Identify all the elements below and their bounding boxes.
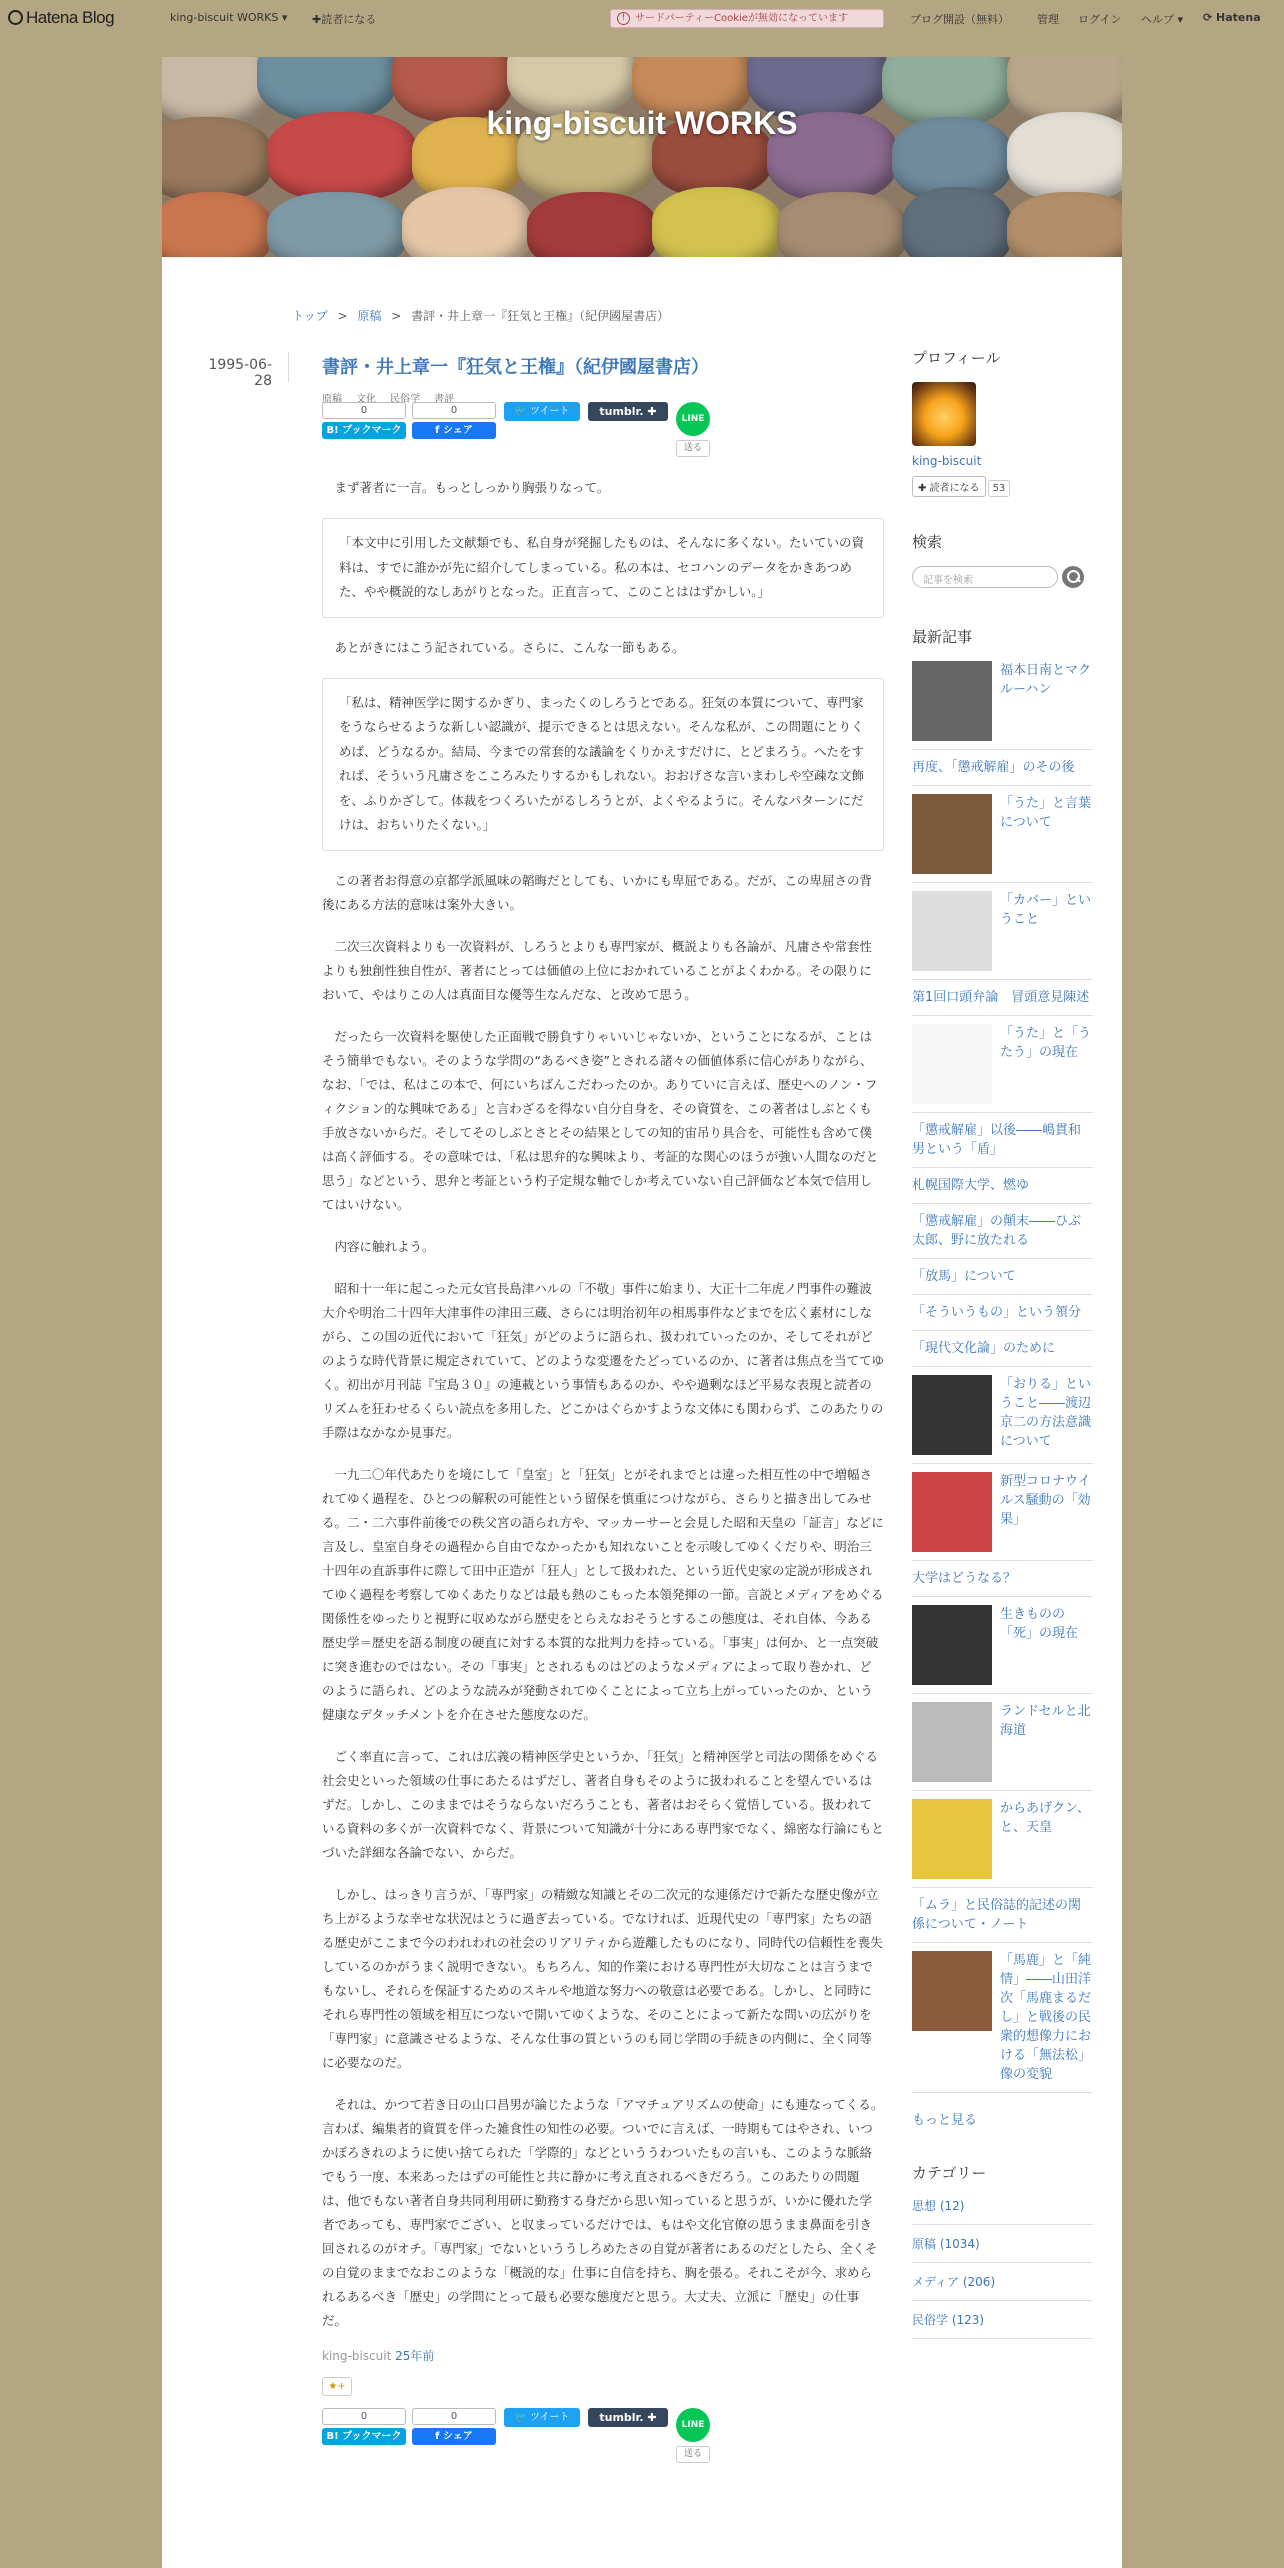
hatena-bookmark-share[interactable] bbox=[322, 2408, 406, 2445]
recent-entry-title[interactable]: 札幌国際大学、燃ゆ bbox=[912, 1178, 1030, 1193]
recent-entry[interactable] bbox=[912, 1888, 1092, 1943]
recent-entry-title[interactable]: 「カバー」ということ bbox=[1000, 893, 1092, 927]
avatar[interactable] bbox=[912, 382, 976, 446]
recent-entry-thumbnail[interactable] bbox=[912, 891, 992, 971]
cookie-notice[interactable] bbox=[610, 9, 884, 28]
line-button[interactable]: LINE bbox=[676, 2408, 710, 2442]
sidebar bbox=[912, 347, 1092, 2339]
date-divider bbox=[288, 352, 289, 382]
hatena-link[interactable]: ⟳ Hatena bbox=[1203, 11, 1261, 24]
recent-entry[interactable] bbox=[912, 1259, 1092, 1295]
recent-entry[interactable] bbox=[912, 1597, 1092, 1694]
info-icon: ! bbox=[617, 12, 630, 25]
blockquote: 「本文中に引用した文献類でも、私自身が発掘したものは、そんなに多くない。たいていの資料は、すでに誰かが先に紹介してしまっている。私の本は、セコハンのデータをかきあつめた、やや概説的なしあがりとなった。正直言って、このことははずかしい。」 bbox=[322, 518, 884, 618]
entry-body bbox=[322, 476, 884, 2333]
recent-entry-title[interactable]: 「懲戒解雇」以後――嶋貫和男という「盾」 bbox=[912, 1123, 1082, 1157]
recent-entry[interactable] bbox=[912, 1367, 1092, 1464]
category-tag[interactable]: 書評 bbox=[434, 394, 454, 405]
recent-entry-thumbnail[interactable] bbox=[912, 1375, 992, 1455]
entry-date[interactable]: 1995-06-28 bbox=[208, 357, 272, 389]
category-tag[interactable]: 文化 bbox=[356, 394, 376, 405]
recent-entry-thumbnail[interactable] bbox=[912, 1951, 992, 2031]
recent-entry[interactable] bbox=[912, 786, 1092, 883]
recent-entry-title[interactable]: 再度、「懲戒解雇」のその後 bbox=[912, 760, 1075, 775]
paragraph: 一九二〇年代あたりを境にして「皇室」と「狂気」とがそれまでとは違った相互性の中で増幅されてゆく過程を、ひとつの解釈の可能性という留保を慎重につけながら、さらりと描き出してみせる。二・二六事件前後での秩父宮の語られ方や、マッカーサーと会見した昭和天皇の「証言」などに言及し、皇室自身その過程から自由でなかったかも知れないことを示唆してゆくくだりや、明治三十四年の直訴事件に際して田中正造が「狂人」として扱われた、という近代史家の定説が形成されてゆく過程を考察してゆくあたりなどは最も熱のこもった本領発揮の一節。言説とメディアをめぐる関係性をゆったりと視野に収めながら歴史をとらえなおそうとするこの態度は、それ自体、今ある歴史学＝歴史を語る制度の硬直に対する本質的な批判力を持っている。「事実」は何か、と一点突破に突き進むのではない。その「事実」とされるものはどのようなメディアによって取り巻かれ、どのように語られ、どのような読みが発動されてゆくことによって立ち上がっていったのか、という健康なデタッチメントを介在させた態度なのだ。 bbox=[322, 1466, 884, 1722]
recent-entry-thumbnail[interactable] bbox=[912, 1799, 992, 1879]
category-item[interactable]: 原稿 (1034) bbox=[912, 2225, 1092, 2263]
bookmark-count: 0 bbox=[322, 2408, 406, 2425]
category-tag[interactable]: 民俗学 bbox=[390, 394, 420, 405]
recent-entry[interactable] bbox=[912, 1464, 1092, 1561]
paragraph: ごく率直に言って、これは広義の精神医学史というか、「狂気」と精神医学と司法の関係をめぐる社会史といった領域の仕事にあたるはずだし、著者自身もそのように扱われることを望んでいるはずだ。しかし、このままではそうならないだろうことも、著者はおそらく覚悟している。扱われている資料の多くが一次資料でなく、背景について知識が十分にある専門家でなく、綿密な行論にもとづいた詳細な各論でない、からだ。 bbox=[322, 1748, 884, 1860]
recent-entry[interactable] bbox=[912, 1016, 1092, 1113]
recent-entry-thumbnail[interactable] bbox=[912, 1472, 992, 1552]
blog-header-banner[interactable] bbox=[162, 57, 1122, 257]
entry-permalink[interactable]: 25年前 bbox=[395, 2348, 435, 2363]
recent-entry[interactable] bbox=[912, 1694, 1092, 1791]
entry-footer bbox=[322, 2347, 884, 2364]
admin-link[interactable]: 管理 bbox=[1037, 13, 1059, 26]
recent-entry-title[interactable]: 生きものの「死」の現在 bbox=[1000, 1607, 1079, 1641]
blockquote: 「私は、精神医学に関するかぎり、まったくのしろうとである。狂気の本質について、専門家をうならせるような新しい認識が、提示できるとは思えない。そんな私が、この問題にとりくめば、どうなるか。結局、今までの常套的な議論をくりかえすだけに、とどまろう。へたをすれば、そういう凡庸さをこころみたりするかもしれない。おおげさな言いまわしや空疎な文飾を、ふりかざして。体裁をつくろいたがるしろうとが、よくやるように。そんなパターンにだけは、おちいりたくない。」 bbox=[322, 678, 884, 851]
reader-count[interactable]: 53 bbox=[988, 480, 1011, 497]
recent-entry-title[interactable]: 「放馬」について bbox=[912, 1269, 1016, 1284]
category-item[interactable]: 思想 (12) bbox=[912, 2187, 1092, 2225]
blog-container bbox=[162, 57, 1122, 2568]
share-buttons-bottom bbox=[322, 2410, 884, 2474]
breadcrumb-current: 書評・井上章一『狂気と王権』（紀伊國屋書店） bbox=[411, 309, 670, 323]
search-form bbox=[912, 566, 1092, 590]
breadcrumb-category[interactable]: 原稿 bbox=[357, 309, 382, 323]
recent-entry-title[interactable]: 福本日南とマクルーハン bbox=[1000, 663, 1092, 697]
recent-entry[interactable] bbox=[912, 980, 1092, 1016]
bookmark-button[interactable]: B! ブックマーク bbox=[322, 422, 406, 439]
recent-entry-title[interactable]: 「うた」と「うたう」の現在 bbox=[1000, 1026, 1092, 1060]
paragraph: まず著者に一言。もっとしっかり胸張りなって。 bbox=[334, 480, 610, 495]
facebook-button[interactable]: f シェア bbox=[412, 422, 496, 439]
recent-entry-title[interactable]: 「懲戒解雇」の顛末――ひぶ太郎、野に放たれる bbox=[912, 1214, 1082, 1248]
category-list bbox=[912, 2187, 1092, 2339]
search-input[interactable]: 記事を検索 bbox=[912, 566, 1058, 588]
stone bbox=[267, 192, 407, 257]
cookie-notice-text: サードパーティーCookieが無効になっています bbox=[635, 13, 848, 24]
stone bbox=[902, 187, 1012, 257]
recent-heading: 最新記事 bbox=[912, 628, 973, 646]
profile-username[interactable]: king-biscuit bbox=[912, 454, 982, 468]
hatena-blog-logo[interactable] bbox=[8, 8, 114, 28]
stone bbox=[652, 187, 782, 257]
line-send-button[interactable]: 送る bbox=[676, 2446, 710, 2463]
recent-entry-title[interactable]: 「おりる」ということ――渡辺京二の方法意識について bbox=[1000, 1377, 1092, 1449]
recent-entry-thumbnail[interactable] bbox=[912, 1702, 992, 1782]
entry-article bbox=[322, 353, 884, 2474]
entry-author[interactable]: king-biscuit bbox=[322, 2348, 392, 2363]
paragraph: この著者お得意の京都学派風味の韜晦だとしても、いかにも卑屈である。だが、この卑屈さの背後にある方法的意味は案外大きい。 bbox=[322, 872, 873, 912]
subscribe-button[interactable]: ✚ 読者になる bbox=[912, 476, 986, 497]
recent-entry-thumbnail[interactable] bbox=[912, 661, 992, 741]
recent-entry-thumbnail[interactable] bbox=[912, 794, 992, 874]
recent-entry[interactable] bbox=[912, 1113, 1092, 1168]
stone bbox=[402, 187, 532, 257]
recent-entry-title[interactable]: 「ムラ」と民俗誌的記述の関係について・ノート bbox=[912, 1898, 1082, 1932]
breadcrumb-separator: > bbox=[391, 309, 402, 323]
paragraph: あとがきにはこう記されている。さらに、こんな一節もある。 bbox=[334, 639, 685, 655]
paragraph: それは、かつて若き日の山口昌男が論じたような「アマチュアリズムの使命」にも連なってくる。言わば、編集者的資質を伴った雑食性の知性の必要。ついでに言えば、一時期もてはやされ、いつかぼろきれのように使い捨てられた「学際的」などといううわついたもの言いも、このような脈絡でもう一度、本来あったはずの可能性と共に静かに考え直されるべきだろう。このあたりの問題は、他でもない著者自身共同利用研に勤務する身だから思い知っていると思うが、いかに優れた学者であっても、専門家でござい、と収まっているだけでは、もはや文化官僚の思うまま鼻面を引き回されるのがオチ。「専門家」でないといううしろめたさの自覚が著者にあるのだとしたら、全くその自覚のままでなおこのような「概説的な」仕事に自信を持ち、胸を張る。それこそが今、求められるあるべき「歴史」の学問にとって最も必要な態度だと思う。大丈夫、立派に「歴史」の仕事だ。 bbox=[322, 2096, 884, 2328]
paragraph: 二次三次資料よりも一次資料が、しろうとよりも専門家が、概説よりも各論が、凡庸さや常套性よりも独創性独自性が、著者にとっては価値の上位におかれていることがよくわかる。その限りにおいて、やはりこの人は真面目な優等生なんだな、と改めて思う。 bbox=[322, 938, 873, 1002]
facebook-share[interactable] bbox=[412, 402, 496, 439]
recent-entry-thumbnail[interactable] bbox=[912, 1024, 992, 1104]
stone bbox=[1007, 192, 1122, 257]
breadcrumb bbox=[292, 307, 669, 324]
category-item[interactable]: 民俗学 (123) bbox=[912, 2301, 1092, 2339]
recent-entry-title[interactable]: 第1回口頭弁論 冒頭意見陳述 bbox=[912, 990, 1090, 1005]
search-icon[interactable] bbox=[1062, 566, 1084, 588]
recent-entry-title[interactable]: 「馬鹿」と「純情」――山田洋次「馬鹿まるだし」と戦後の民衆的想像力における「無法松」像の変貌 bbox=[1000, 1953, 1092, 2082]
tweet-button[interactable]: 🐦 ツイート bbox=[504, 2408, 580, 2427]
facebook-count: 0 bbox=[412, 402, 496, 419]
brand-label: Hatena Blog bbox=[26, 8, 115, 27]
paragraph: 昭和十一年に起こった元女官長島津ハルの「不敬」事件に始まり、大正十二年虎ノ門事件の難波大介や明治二十四年大津事件の津田三蔵、さらには明治初年の相馬事件などまでを広く素材にしながら、この国の近代において「狂気」がどのように語られ、扱われていったのか、そしてそれがどのような時代背景に規定されていて、どのような変遷をたどっているのか、に著者は焦点を当ててゆく。初出が月刊誌『宝島３０』の連載という事情もあるのか、やや過剰なほど平易な表現と読者のリズムを狂わせるくらい読点を多用した、どこかはぐらかすような文体にも関わらず、このあたりの手際はなかなか見事だ。 bbox=[322, 1280, 885, 1440]
recent-entry-title[interactable]: 「うた」と言葉について bbox=[1000, 796, 1092, 830]
recent-entry-title[interactable]: 「そういうもの」という領分 bbox=[912, 1305, 1082, 1320]
profile-heading: プロフィール bbox=[912, 349, 1001, 367]
recent-entries-list bbox=[912, 653, 1092, 2093]
bookmark-button[interactable]: B! ブックマーク bbox=[322, 2428, 406, 2445]
stone bbox=[527, 192, 657, 257]
recent-entry[interactable] bbox=[912, 1791, 1092, 1888]
breadcrumb-top[interactable]: トップ bbox=[292, 309, 328, 323]
subscribe-link[interactable]: ✚読者になる bbox=[312, 13, 377, 26]
recent-entry-title[interactable]: 新型コロナウイルス騒動の「効果」 bbox=[1000, 1474, 1091, 1527]
recent-entry[interactable] bbox=[912, 883, 1092, 980]
recent-entry[interactable] bbox=[912, 1943, 1092, 2093]
paragraph: だったら一次資料を駆使した正面戦で勝負すりゃいいじゃないか、ということになるが、ことはそう簡単でもない。そのような学問の“あるべき姿”とされる諸々の価値体系に信心がありながら、なお、「では、私はこの本で、何にいちばんこだわったのか。ありていに言えば、歴史へのノン・フィクション的な興味である」と言わざるを得ない自分自身を、その資質を、この著者はしぶとくも手放さないからだ。そしてそのしぶとさとその結果としての知的宙吊り具合を、可能性も含めて僕は高く評価する。その意味では、「私は思弁的な興味より、考証的な関心のほうが強い人間なのだと思う」などという、思弁と考証という杓子定規な軸でしか考えていない自己評価など本気で信用してはいけない。 bbox=[322, 1028, 879, 1212]
facebook-button[interactable]: f シェア bbox=[412, 2428, 496, 2445]
recent-entry-title[interactable]: ランドセルと北海道 bbox=[1000, 1704, 1091, 1738]
entry-title[interactable]: 書評・井上章一『狂気と王権』（紀伊國屋書店） bbox=[322, 357, 709, 378]
recent-entry[interactable] bbox=[912, 1168, 1092, 1204]
hatena-bookmark-share[interactable] bbox=[322, 402, 406, 439]
facebook-share[interactable] bbox=[412, 2408, 496, 2445]
bookmark-count: 0 bbox=[322, 402, 406, 419]
recent-entry[interactable] bbox=[912, 1561, 1092, 1597]
add-star-button[interactable]: ★+ bbox=[322, 2377, 352, 2396]
open-blog-link[interactable]: ブログ開設（無料） bbox=[910, 13, 1009, 26]
recent-entry[interactable] bbox=[912, 1204, 1092, 1259]
stone bbox=[777, 192, 907, 257]
recent-entry[interactable] bbox=[912, 1331, 1092, 1367]
recent-entry-title[interactable]: 大学はどうなる？ bbox=[912, 1571, 1017, 1586]
line-send-button[interactable]: 送る bbox=[676, 440, 710, 457]
recent-entry-title[interactable]: からあげクン、と、天皇 bbox=[1000, 1801, 1090, 1835]
paragraph: しかし、はっきり言うが、「専門家」の精緻な知識とその二次元的な連係だけで新たな歴史像が立ち上がるような幸せな状況はとうに過ぎ去っている。でなければ、近現代史の「専門家」たちの語る歴史がここまで今のわれわれの社会のリアリティから遊離したものになり、同時代の信頼性を喪失しているのかがうまく説明できない。もちろん、知的作業における専門性が大切なことは言うまでもないし、それらを保証するためのスキルや地道な努力への敬意は必要である。しかし、と同時にそれら専門性の領域を相互につないで開いてゆくような、そのことによって新たな問いの広がりを「専門家」に意識させるような、そんな仕事の質というのも同じ学問の手続きの内側に、全く同等に必要なのだ。 bbox=[322, 1886, 883, 2070]
login-link[interactable]: ログイン bbox=[1078, 13, 1122, 26]
category-tag[interactable]: 原稿 bbox=[322, 394, 342, 405]
hatena-circle-icon bbox=[8, 10, 23, 25]
stone bbox=[162, 192, 272, 257]
global-header bbox=[0, 0, 1284, 37]
blog-menu[interactable]: king-biscuit WORKS ▾ bbox=[170, 11, 288, 24]
tumblr-button[interactable]: tumblr. ✚ bbox=[588, 2408, 668, 2427]
category-item[interactable]: メディア (206) bbox=[912, 2263, 1092, 2301]
recent-entry[interactable] bbox=[912, 1295, 1092, 1331]
recent-entry[interactable] bbox=[912, 750, 1092, 786]
paragraph: 内容に触れよう。 bbox=[334, 1238, 435, 1254]
recent-entry-title[interactable]: 「現代文化論」のために bbox=[912, 1341, 1056, 1356]
tweet-button[interactable]: 🐦 ツイート bbox=[504, 402, 580, 421]
more-link[interactable]: もっと見る bbox=[912, 2113, 978, 2128]
help-menu[interactable]: ヘルプ ▾ bbox=[1141, 13, 1184, 26]
category-heading: カテゴリー bbox=[912, 2164, 987, 2182]
facebook-count: 0 bbox=[412, 2408, 496, 2425]
share-buttons-top bbox=[322, 405, 884, 468]
blog-title[interactable]: king-biscuit WORKS bbox=[486, 105, 798, 141]
hatena-label: Hatena bbox=[1216, 11, 1261, 24]
recent-entry[interactable] bbox=[912, 653, 1092, 750]
tumblr-button[interactable]: tumblr. ✚ bbox=[588, 402, 668, 421]
search-heading: 検索 bbox=[912, 533, 943, 551]
line-button[interactable]: LINE bbox=[676, 402, 710, 436]
breadcrumb-separator: > bbox=[337, 309, 348, 323]
recent-entry-thumbnail[interactable] bbox=[912, 1605, 992, 1685]
